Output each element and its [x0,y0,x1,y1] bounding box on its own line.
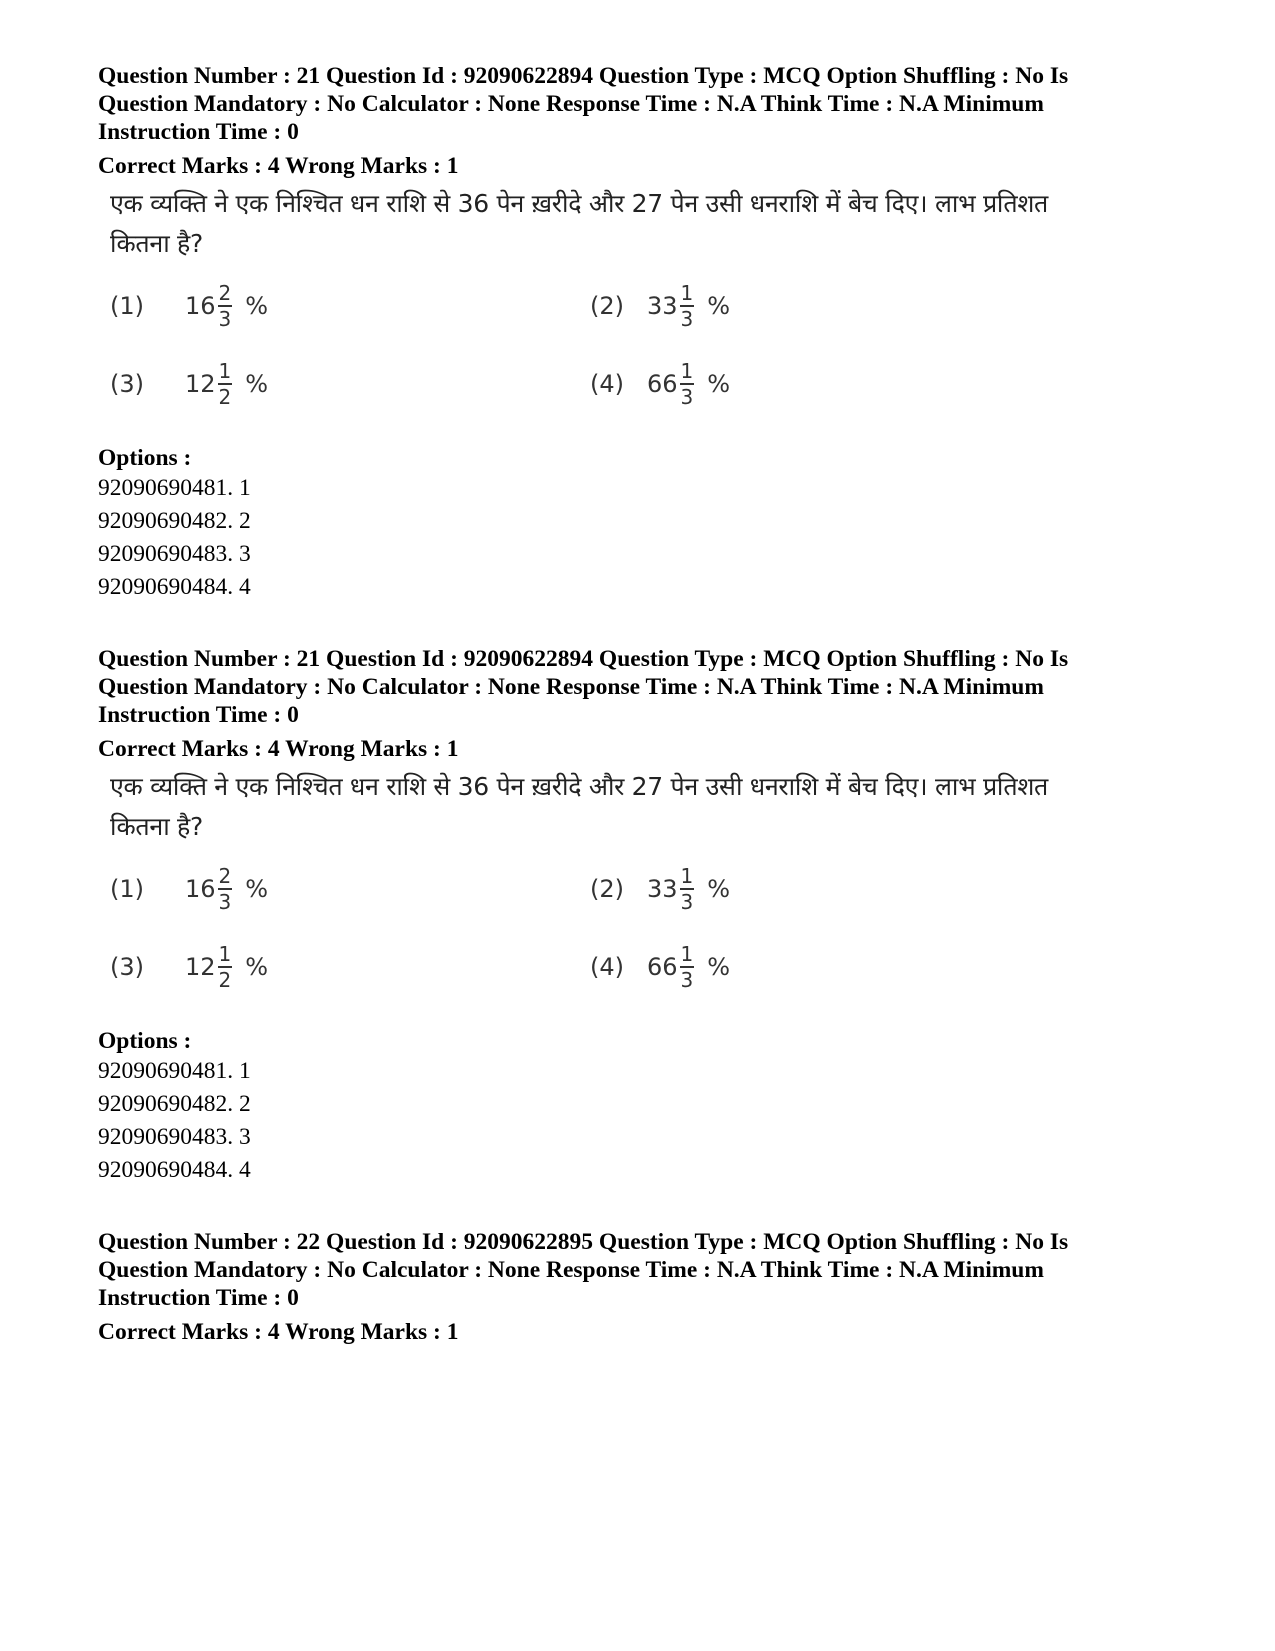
question-meta: Question Number : 21 Question Id : 92090622894 Question Type : MCQ Option Shuffling : No Is Question Mandatory : No Calculator : None Response Time : N.A Think Time : N.A Minimum Instruction Time : 0 [98,646,1069,728]
answer-choice-4 [590,352,730,416]
fraction-numerator: 2 [218,864,232,889]
fraction-numerator: 1 [680,359,694,384]
percent-sign: % [707,875,731,903]
percent-sign: % [707,292,731,320]
option-id-line: 92090690483. 3 [98,541,251,567]
fraction-denominator: 3 [218,306,232,331]
option-id-line: 92090690482. 2 [98,1091,251,1117]
fraction-denominator: 3 [680,889,694,914]
mixed-fraction [647,865,730,913]
choice-number: (2) [590,875,624,903]
fraction-numerator: 2 [218,281,232,306]
fraction-whole: 66 [647,370,678,398]
mixed-fraction [185,282,268,330]
question-block-3 [98,1228,1208,1346]
choice-number: (4) [590,953,624,981]
answer-choice-3 [110,352,268,416]
fraction-denominator: 2 [218,967,232,992]
option-id-line: 92090690481. 1 [98,475,251,501]
answer-choice-3 [110,935,268,999]
fraction-numerator: 1 [218,942,232,967]
percent-sign: % [707,370,731,398]
fraction-whole: 33 [647,875,678,903]
options-heading: Options : [98,1028,192,1054]
fraction-whole: 66 [647,953,678,981]
fraction-numerator: 1 [680,864,694,889]
option-id-line: 92090690481. 1 [98,1058,251,1084]
answer-choice-2 [590,857,730,921]
fraction [217,360,234,408]
answer-choice-4 [590,935,730,999]
fraction-numerator: 1 [680,942,694,967]
fraction [217,943,234,991]
choice-number: (3) [110,370,144,398]
percent-sign: % [707,953,731,981]
fraction-denominator: 2 [218,384,232,409]
percent-sign: % [245,370,269,398]
percent-sign: % [245,292,269,320]
fraction [679,282,696,330]
fraction [679,360,696,408]
fraction [679,865,696,913]
mixed-fraction [185,865,268,913]
fraction-denominator: 3 [680,306,694,331]
answer-choice-1 [110,857,268,921]
mixed-fraction [185,360,268,408]
question-block-2 [98,645,1208,1187]
fraction-denominator: 3 [680,384,694,409]
option-id-line: 92090690482. 2 [98,508,251,534]
option-id-line: 92090690484. 4 [98,574,251,600]
percent-sign: % [245,953,269,981]
question-block-1 [98,62,1208,604]
mixed-fraction [647,282,730,330]
question-text: एक व्यक्ति ने एक निश्चित धन राशि से 36 पेन ख़रीदे और 27 पेन उसी धनराशि में बेच दिए। लाभ प्रतिशत कितना है? [110,772,1048,841]
choice-number: (3) [110,953,144,981]
answer-choice-2 [590,274,730,338]
mixed-fraction [647,943,730,991]
answer-choices [98,274,1208,434]
question-text: एक व्यक्ति ने एक निश्चित धन राशि से 36 पेन ख़रीदे और 27 पेन उसी धनराशि में बेच दिए। लाभ प्रतिशत कितना है? [110,189,1048,258]
fraction-whole: 16 [185,875,216,903]
choice-number: (4) [590,370,624,398]
question-meta: Question Number : 22 Question Id : 92090622895 Question Type : MCQ Option Shuffling : No Is Question Mandatory : No Calculator : None Response Time : N.A Think Time : N.A Minimum Instruction Time : 0 [98,1229,1069,1311]
option-id-line: 92090690484. 4 [98,1157,251,1183]
answer-choices [98,857,1208,1017]
question-marks: Correct Marks : 4 Wrong Marks : 1 [98,736,459,762]
question-marks: Correct Marks : 4 Wrong Marks : 1 [98,1319,459,1345]
fraction-whole: 16 [185,292,216,320]
fraction-whole: 12 [185,953,216,981]
fraction-whole: 12 [185,370,216,398]
fraction [679,943,696,991]
fraction [217,282,234,330]
option-id-line: 92090690483. 3 [98,1124,251,1150]
fraction-denominator: 3 [680,967,694,992]
choice-number: (2) [590,292,624,320]
fraction [217,865,234,913]
answer-choice-1 [110,274,268,338]
question-meta: Question Number : 21 Question Id : 92090622894 Question Type : MCQ Option Shuffling : No Is Question Mandatory : No Calculator : None Response Time : N.A Think Time : N.A Minimum Instruction Time : 0 [98,63,1069,145]
mixed-fraction [647,360,730,408]
fraction-numerator: 1 [680,281,694,306]
percent-sign: % [245,875,269,903]
options-heading: Options : [98,445,192,471]
fraction-whole: 33 [647,292,678,320]
choice-number: (1) [110,875,144,903]
mixed-fraction [185,943,268,991]
choice-number: (1) [110,292,144,320]
question-marks: Correct Marks : 4 Wrong Marks : 1 [98,153,459,179]
fraction-denominator: 3 [218,889,232,914]
fraction-numerator: 1 [218,359,232,384]
